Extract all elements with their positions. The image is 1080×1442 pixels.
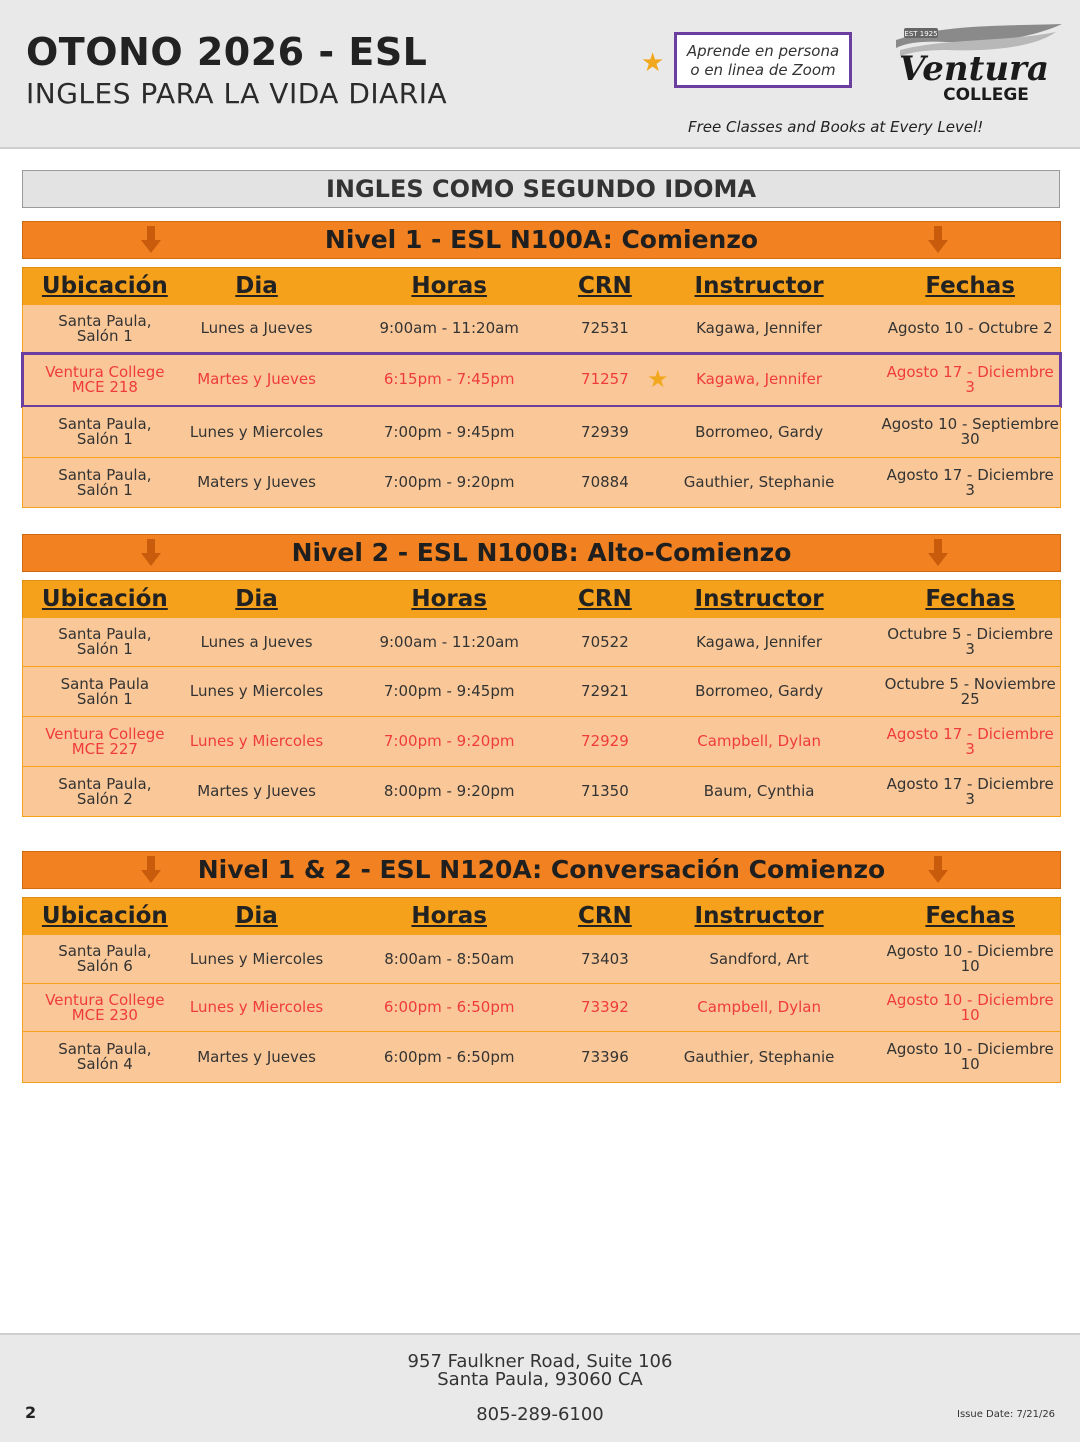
cell-dia: Martes y Jueves	[197, 782, 316, 800]
cell-instructor: Kagawa, Jennifer	[696, 370, 823, 388]
level-2-title: Nivel 2 - ESL N100B: Alto-Comienzo	[291, 538, 792, 567]
cell-dia: Martes y Jueves	[197, 370, 316, 388]
notice-line-2: o en linea de Zoom	[690, 61, 836, 79]
table-header	[22, 580, 1061, 618]
col-dia: Dia	[235, 903, 278, 929]
page-header	[0, 0, 1080, 149]
page-subtitle: INGLES PARA LA VIDA DIARIA	[26, 77, 448, 110]
ventura-college-logo	[886, 22, 1064, 106]
cell-horas: 8:00pm - 9:20pm	[383, 782, 515, 800]
page-footer	[0, 1333, 1080, 1442]
cell-fechas: Agosto 10 - Diciembre 10	[886, 942, 1054, 975]
col-ubicacion: Ubicación	[41, 273, 168, 299]
down-arrow-icon	[141, 856, 161, 884]
cell-fechas: Agosto 10 - Octubre 2	[887, 319, 1053, 337]
col-crn: CRN	[577, 586, 632, 612]
star-icon: ★	[641, 48, 665, 78]
cell-ubicacion: Ventura College MCE 227	[45, 724, 165, 758]
cell-fechas: Agosto 10 - Septiembre 30	[881, 415, 1059, 448]
notice-line-1: Aprende en persona	[686, 42, 840, 60]
col-dia: Dia	[235, 273, 278, 299]
issue-date: Issue Date: 7/21/26	[957, 1409, 1056, 1420]
logo-name-text: Ventura	[899, 49, 1049, 89]
cell-dia: Lunes a Jueves	[200, 632, 313, 651]
cell-fechas: Octubre 5 - Noviembre 25	[884, 674, 1056, 708]
section-title: INGLES COMO SEGUNDO IDOMA	[22, 170, 1060, 208]
cell-fechas: Agosto 17 - Diciembre 3	[886, 724, 1054, 758]
cell-crn: 72921	[581, 682, 629, 700]
page-number: 2	[25, 1403, 37, 1422]
table-header	[22, 897, 1061, 935]
table-row	[22, 1032, 1061, 1083]
level-3-banner	[22, 851, 1061, 889]
cell-ubicacion: Santa Paula, Salón 1	[58, 311, 152, 345]
cell-horas: 6:15pm - 7:45pm	[383, 370, 515, 388]
cell-horas: 7:00pm - 9:45pm	[383, 422, 515, 441]
address-line-2: Santa Paula, 93060 CA	[437, 1369, 643, 1390]
cell-instructor: Gauthier, Stephanie	[683, 1047, 835, 1066]
table-row	[22, 667, 1061, 717]
cell-instructor: Borromeo, Gardy	[695, 682, 824, 700]
cell-dia: Maters y Jueves	[197, 473, 316, 491]
col-crn: CRN	[577, 273, 632, 299]
phone-number: 805-289-6100	[476, 1404, 604, 1425]
cell-dia: Lunes a Jueves	[200, 319, 313, 337]
table-row	[22, 458, 1061, 508]
cell-crn: 71350	[581, 782, 629, 800]
cell-fechas: Agosto 17 - Diciembre 3	[886, 774, 1054, 808]
cell-crn: 72531	[581, 319, 629, 337]
star-icon: ★	[647, 365, 669, 393]
tagline: Free Classes and Books at Every Level!	[688, 118, 984, 136]
level-3-title: Nivel 1 & 2 - ESL N120A: Conversación Comienzo	[197, 855, 886, 884]
cell-instructor: Baum, Cynthia	[703, 782, 815, 800]
table-row	[22, 305, 1061, 353]
col-ubicacion: Ubicación	[41, 903, 168, 929]
cell-horas: 9:00am - 11:20am	[379, 319, 519, 337]
cell-fechas: Agosto 10 - Diciembre 10	[886, 990, 1054, 1024]
col-instructor: Instructor	[694, 273, 824, 299]
cell-fechas: Octubre 5 - Diciembre 3	[887, 625, 1054, 658]
down-arrow-icon	[928, 856, 948, 884]
cell-dia: Lunes y Miercoles	[189, 732, 324, 750]
cell-fechas: Agosto 10 - Diciembre 10	[886, 1040, 1054, 1073]
cell-ubicacion: Santa Paula, Salón 4	[58, 1040, 152, 1073]
col-ubicacion: Ubicación	[41, 586, 168, 612]
cell-ubicacion: Santa Paula, Salón 1	[58, 415, 152, 448]
cell-instructor: Borromeo, Gardy	[695, 422, 824, 441]
cell-dia: Lunes y Miercoles	[189, 422, 324, 441]
page-title: OTONO 2026 - ESL	[26, 30, 428, 74]
level-1-table	[22, 267, 1061, 508]
cell-crn: 70884	[581, 473, 629, 491]
cell-horas: 7:00pm - 9:20pm	[383, 732, 515, 750]
cell-instructor: Gauthier, Stephanie	[683, 473, 835, 491]
level-3-table	[22, 897, 1061, 1083]
table-row-highlighted	[22, 717, 1061, 767]
cell-ubicacion: Santa Paula, Salón 1	[58, 465, 152, 499]
address-line-1: 957 Faulkner Road, Suite 106	[407, 1351, 673, 1372]
down-arrow-icon	[928, 226, 948, 254]
cell-crn: 73396	[581, 1047, 629, 1066]
cell-fechas: Agosto 17 - Diciembre 3	[886, 465, 1054, 499]
down-arrow-icon	[928, 539, 948, 567]
col-horas: Horas	[411, 273, 487, 299]
table-header	[22, 267, 1061, 305]
table-row-highlighted	[22, 353, 1061, 407]
cell-crn: 73403	[581, 949, 629, 968]
cell-crn: 71257	[581, 370, 629, 388]
cell-instructor: Kagawa, Jennifer	[696, 632, 823, 651]
table-row	[22, 618, 1061, 667]
cell-instructor: Sandford, Art	[709, 949, 809, 968]
cell-crn: 72939	[581, 422, 629, 441]
cell-crn: 72929	[581, 732, 629, 750]
level-2-banner	[22, 534, 1061, 572]
cell-instructor: Campbell, Dylan	[697, 998, 821, 1016]
col-crn: CRN	[577, 903, 632, 929]
col-dia: Dia	[235, 586, 278, 612]
table-row-highlighted	[22, 984, 1061, 1032]
col-fechas: Fechas	[925, 273, 1015, 299]
col-fechas: Fechas	[925, 586, 1015, 612]
cell-horas: 6:00pm - 6:50pm	[383, 1047, 515, 1066]
down-arrow-icon	[141, 226, 161, 254]
modality-notice	[674, 32, 852, 88]
cell-dia: Lunes y Miercoles	[189, 998, 324, 1016]
cell-horas: 9:00am - 11:20am	[379, 632, 519, 651]
logo-est-text: EST 1925	[904, 30, 938, 38]
table-row	[22, 935, 1061, 984]
col-horas: Horas	[411, 586, 487, 612]
cell-horas: 7:00pm - 9:20pm	[383, 473, 515, 491]
table-row	[22, 407, 1061, 458]
level-2-table	[22, 580, 1061, 817]
cell-horas: 6:00pm - 6:50pm	[383, 998, 515, 1016]
cell-instructor: Kagawa, Jennifer	[696, 319, 823, 337]
col-fechas: Fechas	[925, 903, 1015, 929]
col-instructor: Instructor	[694, 586, 824, 612]
col-instructor: Instructor	[694, 903, 824, 929]
cell-ubicacion: Ventura College MCE 218	[45, 362, 165, 396]
cell-horas: 7:00pm - 9:45pm	[383, 682, 515, 700]
table-row	[22, 767, 1061, 817]
level-1-title: Nivel 1 - ESL N100A: Comienzo	[324, 225, 759, 254]
cell-ubicacion: Ventura College MCE 230	[45, 990, 165, 1024]
down-arrow-icon	[141, 539, 161, 567]
cell-ubicacion: Santa Paula, Salón 6	[58, 942, 152, 975]
cell-instructor: Campbell, Dylan	[697, 732, 821, 750]
cell-dia: Lunes y Miercoles	[189, 949, 324, 968]
cell-crn: 73392	[581, 998, 629, 1016]
cell-fechas: Agosto 17 - Diciembre 3	[886, 362, 1054, 396]
cell-ubicacion: Santa Paula, Salón 1	[58, 625, 152, 658]
logo-college-text: COLLEGE	[943, 85, 1029, 105]
cell-ubicacion: Santa Paula Salón 1	[60, 674, 150, 708]
cell-ubicacion: Santa Paula, Salón 2	[58, 774, 152, 808]
level-1-banner	[22, 221, 1061, 259]
cell-dia: Lunes y Miercoles	[189, 682, 324, 700]
cell-crn: 70522	[581, 632, 629, 651]
cell-dia: Martes y Jueves	[197, 1047, 316, 1066]
cell-horas: 8:00am - 8:50am	[384, 949, 515, 968]
col-horas: Horas	[411, 903, 487, 929]
